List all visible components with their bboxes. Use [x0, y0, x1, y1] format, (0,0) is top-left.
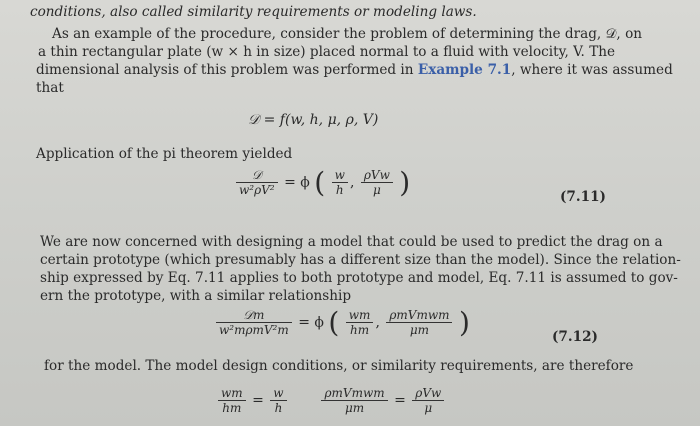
text-line-1 [30, 4, 477, 20]
text-line-4-end: , where it was assumed [511, 62, 673, 78]
equation-drag-function: 𝒟 = f(w, h, μ, ρ, V) [248, 112, 379, 128]
equation-number-7-11: (7.11) [560, 189, 606, 205]
text-line-10: ern the prototype, with a similar relationship [40, 288, 352, 304]
text-line-11: for the model. The model design conditions, or similarity requirements, are therefore [44, 358, 634, 374]
right-paren: ) [399, 166, 411, 199]
equals-sign: = [394, 392, 406, 409]
similarity-terms: conditions, also called similarity requirements or modeling laws. [30, 4, 477, 20]
fraction-prototype-reynolds [412, 386, 444, 415]
denominator: hm [222, 401, 242, 415]
numerator: wm [346, 308, 374, 323]
denominator: μm [344, 401, 365, 415]
numerator: w [332, 168, 348, 183]
right-paren: ) [458, 306, 470, 339]
equation-7-12: $\frac{\text{𝒟m}}{\text{w²mρmV²m}}$ = ϕ ( $\frac{wm}{hm}$ , $\frac{\text{ρmVmwm}}{\mu m}$ ) [214, 306, 470, 339]
numerator: ρVw [412, 386, 444, 401]
denominator: μ [372, 183, 381, 197]
fraction-drag [236, 168, 278, 197]
fraction-model-drag [216, 308, 292, 337]
numerator: w [270, 386, 286, 401]
fraction-reynolds [361, 168, 393, 197]
numerator: 𝒟m [216, 308, 292, 323]
text-line-4-start: dimensional analysis of this problem was performed in [36, 62, 418, 78]
numerator: wm [218, 386, 246, 401]
example-link[interactable]: Example 7.1 [417, 62, 512, 78]
numerator: ρmVmwm [386, 308, 452, 323]
numerator: 𝒟 [236, 168, 278, 183]
fraction-model-aspect [218, 386, 246, 415]
fraction-aspect [332, 168, 348, 197]
equation-similarity-requirements [216, 386, 446, 415]
text-line-5: that [36, 80, 64, 96]
denominator: w²mρmV²m [219, 323, 289, 337]
denominator: μm [409, 323, 429, 337]
denominator: h [335, 183, 344, 197]
equation-number-7-12: (7.12) [552, 329, 598, 345]
left-paren: ( [314, 166, 326, 199]
text-line-4 [36, 62, 673, 78]
text-line-8: certain prototype (which presumably has a different size than the model). Since the relation- [40, 252, 681, 268]
equals-sign: = [252, 392, 264, 409]
numerator: ρVw [361, 168, 393, 183]
phi-sign: = ϕ [298, 314, 324, 331]
denominator: hm [350, 323, 370, 337]
text-line-2: As an example of the procedure, consider the problem of determining the drag, 𝒟, on [52, 26, 643, 42]
denominator: h [274, 401, 283, 415]
text-line-7: We are now concerned with designing a model that could be used to predict the drag on a [40, 234, 663, 250]
phi-sign: = ϕ [284, 174, 310, 191]
text-line-3: a thin rectangular plate (w × h in size) placed normal to a fluid with velocity, V. The [38, 44, 616, 60]
fraction-model-reynolds [321, 386, 387, 415]
fraction-model-aspect [346, 308, 374, 337]
denominator: w²ρV² [239, 183, 275, 197]
fraction-model-reynolds [386, 308, 452, 337]
numerator: ρmVmwm [321, 386, 387, 401]
text-line-6: Application of the pi theorem yielded [36, 146, 293, 162]
fraction-prototype-aspect [270, 386, 286, 415]
equation-7-11: $\frac{\text{𝒟}}{\text{w²ρV²}}$ = ϕ ( $\frac{w}{h}$ , $\frac{\text{ρVw}}{\mu}$ ) [234, 166, 410, 199]
denominator: μ [424, 401, 433, 415]
left-paren: ( [328, 306, 340, 339]
text-line-9: ship expressed by Eq. 7.11 applies to both prototype and model, Eq. 7.11 is assumed to gov- [40, 270, 678, 286]
